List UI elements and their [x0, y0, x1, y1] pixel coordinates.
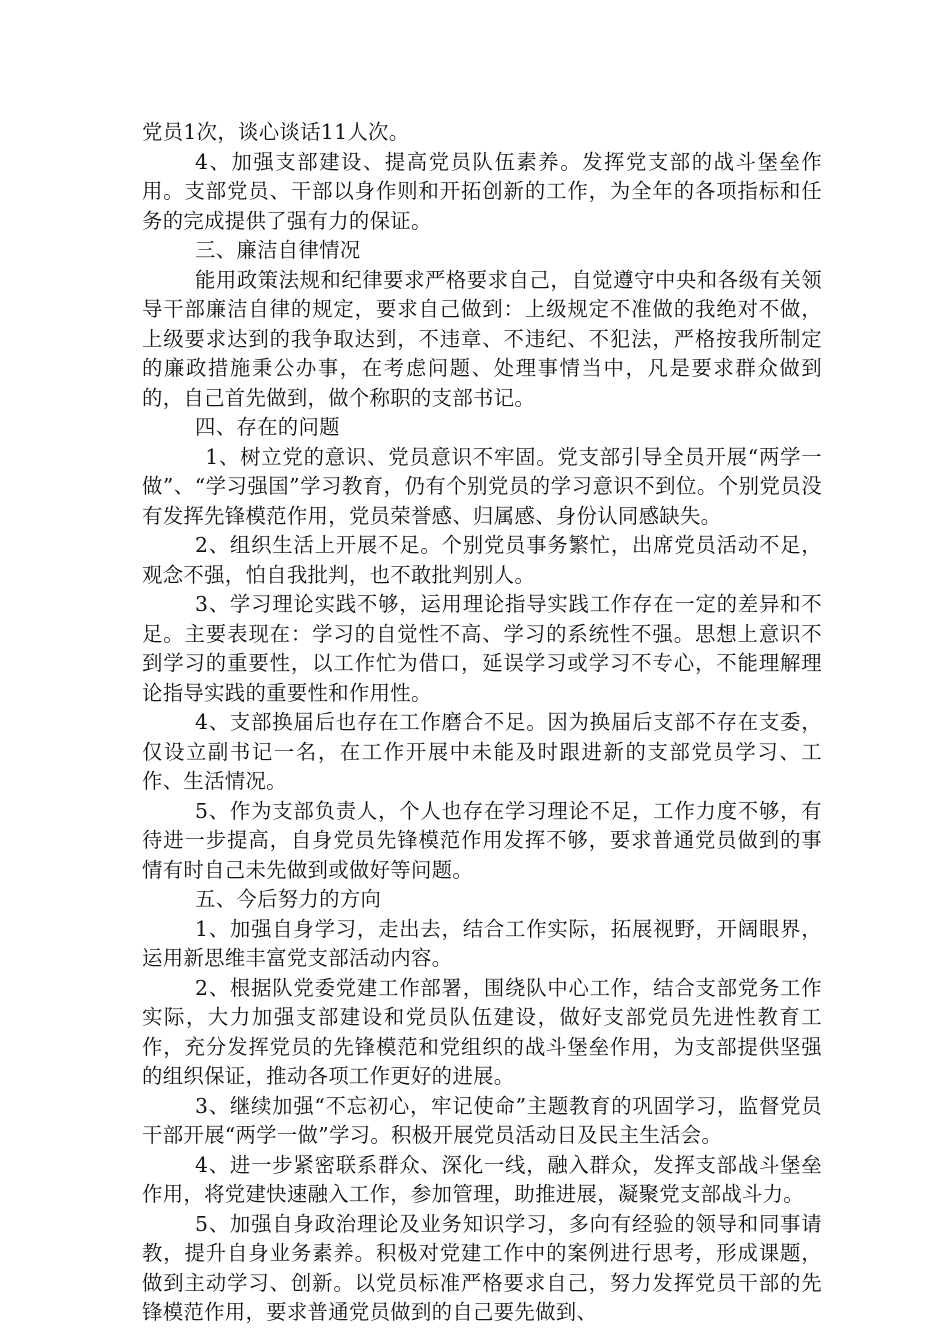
paragraph-direction-2: 2、根据队党委党建工作部署，围绕队中心工作，结合支部党务工作实际，大力加强支部建设和党员队伍建设，做好支部党员先进性教育工作，充分发挥党员的先锋模范和党组织的战斗堡垒作用，为支部提供坚强的组织保证，推动各项工作更好的进展。	[142, 975, 822, 1088]
paragraph-integrity: 能用政策法规和纪律要求严格要求自己，自觉遵守中央和各级有关领导干部廉洁自律的规定，要求自己做到：上级规定不准做的我绝对不做，上级要求达到的我争取达到，不违章、不违纪、不犯法，严格按我所制定的廉政措施秉公办事，在考虑问题、处理事情当中，凡是要求群众做到的，自己首先做到，做个称职的支部书记。	[142, 267, 822, 410]
paragraph-continuation: 党员1次，谈心谈话11人次。	[142, 120, 410, 144]
paragraph-problem-2: 2、组织生活上开展不足。个别党员事务繁忙，出席党员活动不足，观念不强，怕自我批判，也不敢批判别人。	[142, 533, 822, 587]
section-heading-integrity: 三、廉洁自律情况	[195, 238, 361, 262]
paragraph-item-4-branch-building: 4、加强支部建设、提高党员队伍素养。发挥党支部的战斗堡垒作用。支部党员、干部以身作则和开拓创新的工作，为全年的各项指标和任务的完成提供了强有力的保证。	[142, 149, 822, 233]
section-heading-problems: 四、存在的问题	[195, 415, 340, 439]
section-heading-direction: 五、今后努力的方向	[195, 887, 382, 911]
paragraph-direction-5: 5、加强自身政治理论及业务知识学习，多向有经验的领导和同事请教，提升自身业务素养。积极对党建工作中的案例进行思考，形成课题，做到主动学习、创新。以党员标准严格要求自己，努力发挥党员干部的先锋模范作用，要求普通党员做到的自己要先做到、	[142, 1211, 822, 1324]
paragraph-problem-1: 1、树立党的意识、党员意识不牢固。党支部引导全员开展“两学一做”、“学习强国”学习教育，仍有个别党员的学习意识不到位。个别党员没有发挥先锋模范作用，党员荣誉感、归属感、身份认同感缺失。	[142, 444, 822, 528]
paragraph-direction-4: 4、进一步紧密联系群众、深化一线，融入群众，发挥支部战斗堡垒作用，将党建快速融入工作，参加管理，助推进展，凝聚党支部战斗力。	[142, 1152, 822, 1206]
paragraph-problem-5: 5、作为支部负责人，个人也存在学习理论不足，工作力度不够，有待进一步提高，自身党员先锋模范作用发挥不够，要求普通党员做到的事情有时自己未先做到或做好等问题。	[142, 798, 822, 882]
document-body	[142, 118, 822, 1328]
paragraph-problem-3: 3、学习理论实践不够，运用理论指导实践工作存在一定的差异和不足。主要表现在：学习的自觉性不高、学习的系统性不强。思想上意识不到学习的重要性，以工作忙为借口，延误学习或学习不专心，不能理解理论指导实践的重要性和作用性。	[142, 592, 822, 705]
paragraph-direction-3: 3、继续加强“不忘初心，牢记使命”主题教育的巩固学习，监督党员干部开展“两学一做”学习。积极开展党员活动日及民主生活会。	[142, 1093, 822, 1147]
paragraph-direction-1: 1、加强自身学习，走出去，结合工作实际，拓展视野，开阔眼界，运用新思维丰富党支部活动内容。	[142, 916, 822, 970]
paragraph-problem-4: 4、支部换届后也存在工作磨合不足。因为换届后支部不存在支委，仅设立副书记一名，在工作开展中未能及时跟进新的支部党员学习、工作、生活情况。	[142, 710, 822, 793]
